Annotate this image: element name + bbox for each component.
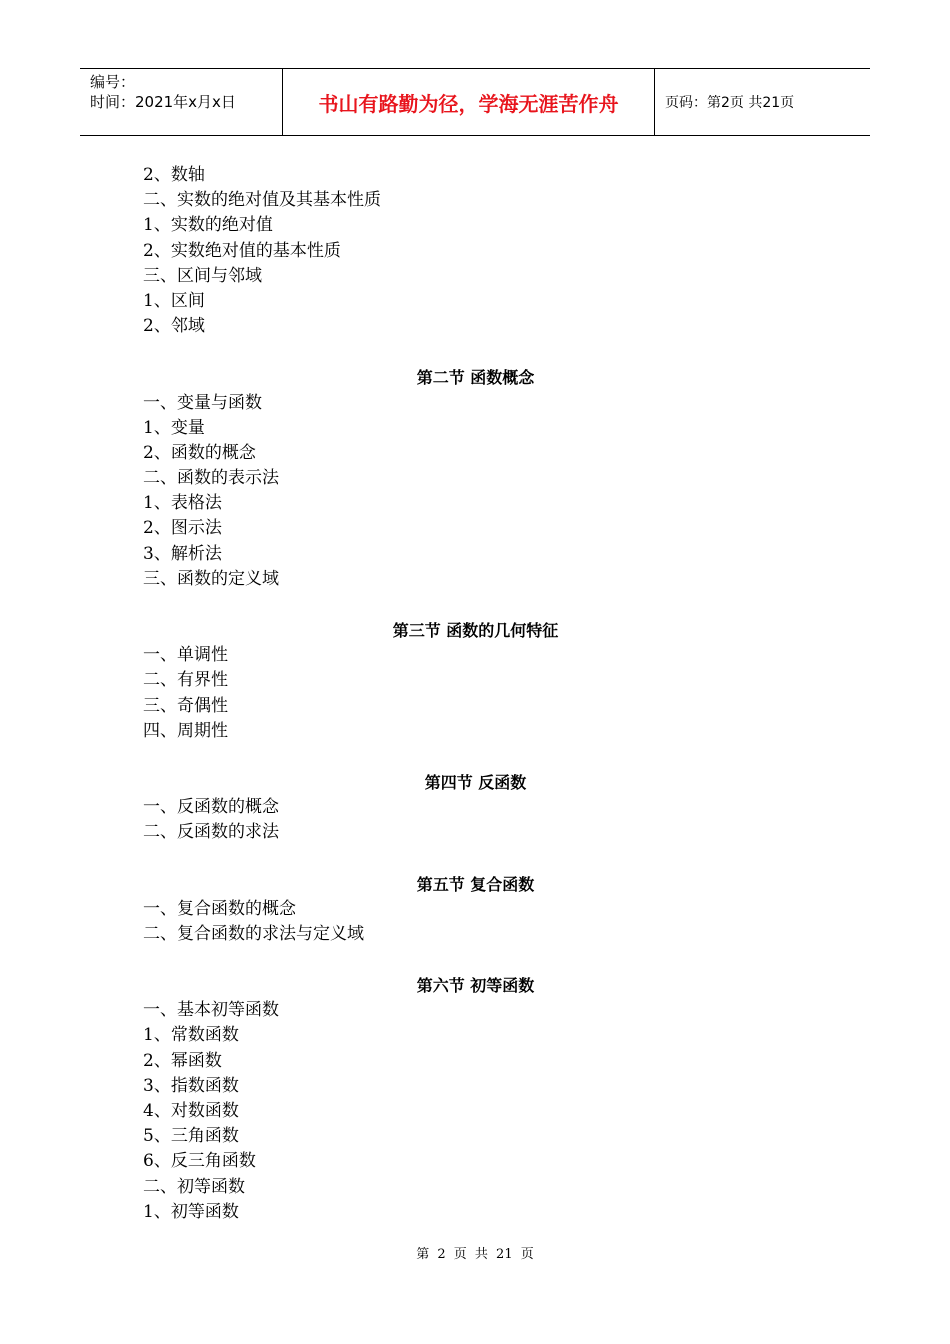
section-4	[143, 770, 808, 846]
outline-line: 1、常数函数	[143, 1025, 239, 1046]
section-5	[143, 872, 808, 948]
outline-line: 三、区间与邻域	[143, 265, 262, 286]
outline-line: 4、对数函数	[143, 1101, 239, 1121]
outline-line: 二、有界性	[143, 670, 228, 691]
outline-line: 二、函数的表示法	[143, 468, 279, 489]
section-3	[143, 618, 808, 744]
outline-line: 二、初等函数	[143, 1176, 245, 1197]
outline-line: 一、单调性	[143, 645, 228, 666]
outline-line: 1、变量	[143, 417, 205, 438]
header-meta	[90, 72, 236, 112]
section-title: 第五节 复合函数	[416, 874, 535, 894]
outline-line: 一、基本初等函数	[143, 1000, 279, 1021]
outline-line: 1、区间	[143, 290, 205, 311]
outline-line: 四、周期性	[143, 720, 228, 741]
outline-line: 2、图示法	[143, 518, 222, 539]
header-time: 时间：2021年x月x日	[90, 93, 236, 111]
outline-line: 3、指数函数	[143, 1075, 239, 1096]
outline-line: 2、幂函数	[143, 1050, 222, 1071]
section-title: 第三节 函数的几何特征	[392, 621, 559, 640]
page-header	[80, 68, 870, 136]
intro-block	[143, 163, 808, 339]
outline-line: 5、三角函数	[143, 1126, 239, 1147]
header-number: 编号：	[90, 73, 136, 91]
outline-line: 2、数轴	[143, 165, 205, 185]
outline-line: 1、实数的绝对值	[143, 215, 273, 236]
outline-line: 二、反函数的求法	[143, 822, 279, 843]
outline-line: 三、函数的定义域	[143, 568, 279, 589]
outline-line: 3、解析法	[143, 543, 222, 564]
outline-line: 三、奇偶性	[143, 695, 228, 716]
outline-line: 一、反函数的概念	[143, 797, 279, 818]
outline-line: 6、反三角函数	[143, 1151, 256, 1172]
outline-line: 二、复合函数的求法与定义域	[143, 923, 364, 944]
outline-line: 2、函数的概念	[143, 442, 256, 463]
section-title: 第六节 初等函数	[416, 976, 535, 996]
outline-line: 2、邻域	[143, 316, 205, 337]
header-motto: 书山有路勤为径，学海无涯苦作舟	[318, 92, 619, 116]
outline-line: 1、表格法	[143, 493, 222, 514]
outline-line: 二、实数的绝对值及其基本性质	[143, 190, 381, 211]
document-body	[143, 163, 808, 1225]
outline-line: 一、复合函数的概念	[143, 898, 296, 919]
outline-line: 2、实数绝对值的基本性质	[143, 240, 341, 261]
outline-line: 1、初等函数	[143, 1201, 239, 1222]
section-2	[143, 365, 808, 592]
section-title: 第四节 反函数	[424, 772, 527, 792]
section-title: 第二节 函数概念	[416, 368, 535, 388]
outline-line: 一、变量与函数	[143, 392, 262, 413]
section-6	[143, 973, 808, 1225]
page-footer: 第 2 页 共 21 页	[416, 1247, 534, 1262]
header-divider	[654, 69, 655, 135]
header-page-number: 页码：第2页 共21页	[665, 95, 795, 111]
